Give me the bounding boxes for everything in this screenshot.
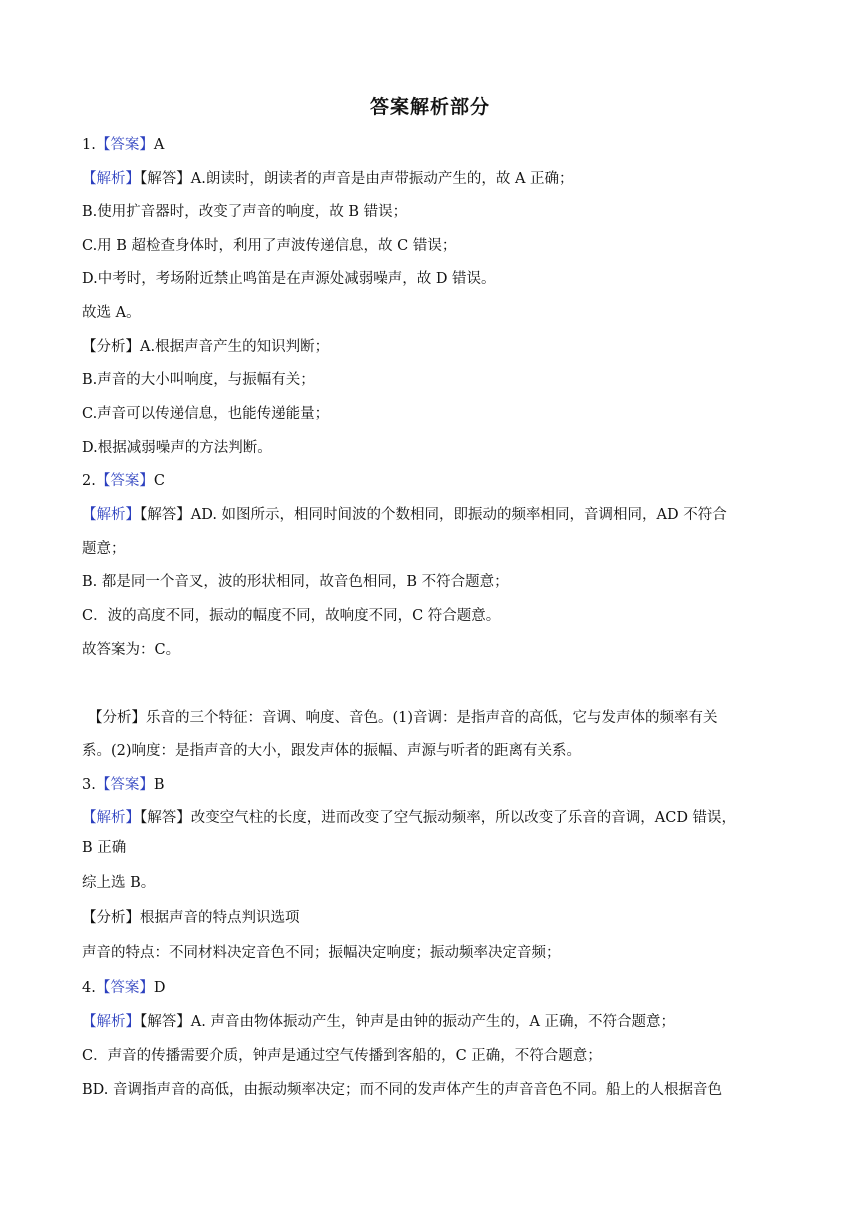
q4-line-bd: BD. 音调指声音的高低，由振动频率决定；而不同的发声体产生的声音音色不同。船上的人根据音色 [82,1082,722,1098]
q1-jieda-label: 【解答】 [140,171,191,187]
q4-jieda-line [82,1012,675,1032]
q1-line-b: B.使用扩音器时，改变了声音的响度，故 B 错误； [82,204,408,220]
q3-answer-line [82,775,165,795]
q1-answer-label: 【答案】 [95,137,154,153]
q4-answer-line [82,978,165,998]
q2-jieda-label: 【解答】 [140,507,191,523]
q2-fenxi-continued: 系。(2)响度：是指声音的大小，跟发声体的振幅、声源与听者的距离有关系。 [82,743,582,759]
q1-line-conclusion: 故选 A。 [82,305,141,321]
q2-jieda-text: AD. 如图所示，相同时间波的个数相同，即振动的频率相同，音调相同，AD 不符合 [190,507,727,523]
q4-jieda-text: A. 声音由物体振动产生，钟声是由钟的振动产生的，A 正确，不符合题意； [190,1014,676,1030]
q2-answer-line [82,471,165,491]
q3-number: 3. [82,777,96,793]
q3-jieda-text: 改变空气柱的长度，进而改变了空气振动频率，所以改变了乐音的音调，ACD 错误， [190,810,737,826]
q4-number: 4. [82,980,96,996]
q2-line-conclusion: 故答案为：C。 [82,642,181,658]
q4-line-c: C．声音的传播需要介质，钟声是通过空气传播到客船的，C 正确，不符合题意； [82,1048,602,1064]
q1-answer-value: A [153,137,165,153]
q1-answer-line [82,135,164,155]
q1-number: 1. [82,137,96,153]
q3-fenxi-label: 【分析】 [82,910,140,926]
q1-fenxi-line [82,337,329,357]
q1-line-d: D.中考时，考场附近禁止鸣笛是在声源处减弱噪声，故 D 错误。 [82,271,496,287]
q3-jieda-label: 【解答】 [140,810,191,826]
q3-answer-value: B [153,777,165,793]
q2-fenxi-line [88,708,718,728]
q3-fenxi-text: 根据声音的特点判识选项 [140,910,300,926]
q3-fenxi-continued: 声音的特点：不同材料决定音色不同；振幅决定响度；振动频率决定音频； [82,945,561,961]
q4-jieda-label: 【解答】 [140,1014,191,1030]
q4-answer-value: D [153,980,166,996]
q2-answer-label: 【答案】 [95,473,154,489]
page-title: 答案解析部分 [369,96,490,118]
q4-jiexi-label: 【解析】 [82,1014,140,1030]
q1-jieda-text: A.朗读时，朗读者的声音是由声带振动产生的，故 A 正确； [190,171,574,187]
q3-line-b: B 正确 [82,840,127,856]
q1-jieda-line [82,169,574,189]
q1-line-c: C.用 B 超检查身体时，利用了声波传递信息，故 C 错误； [82,238,457,254]
q2-jiexi-label: 【解析】 [82,507,140,523]
q1-fenxi-label: 【分析】 [82,339,140,355]
q2-line-c: C．波的高度不同，振动的幅度不同，故响度不同，C 符合题意。 [82,608,501,624]
q2-answer-value: C [153,473,165,489]
q2-line-b: B. 都是同一个音叉，波的形状相同，故音色相同，B 不符合题意； [82,574,509,590]
q2-number: 2. [82,473,96,489]
q1-fenxi-c: C.声音可以传递信息，也能传递能量； [82,406,330,422]
q2-fenxi-text: 乐音的三个特征：音调、响度、音色。(1)音调：是指声音的高低，它与发声体的频率有关 [146,710,718,726]
q2-line-continued: 题意； [82,541,126,557]
q4-answer-label: 【答案】 [95,980,154,996]
q2-jieda-line [82,505,727,525]
q1-jiexi-label: 【解析】 [82,171,140,187]
q3-jiexi-label: 【解析】 [82,810,140,826]
q1-fenxi-d: D.根据减弱噪声的方法判断。 [82,440,272,456]
q2-fenxi-label: 【分析】 [88,710,146,726]
q1-fenxi-text: A.根据声音产生的知识判断； [140,339,330,355]
q3-answer-label: 【答案】 [95,777,154,793]
q1-fenxi-b: B.声音的大小叫响度，与振幅有关； [82,372,315,388]
q3-fenxi-line [82,908,300,928]
q3-jieda-line [82,808,736,828]
q3-line-conclusion: 综上选 B。 [82,875,156,891]
